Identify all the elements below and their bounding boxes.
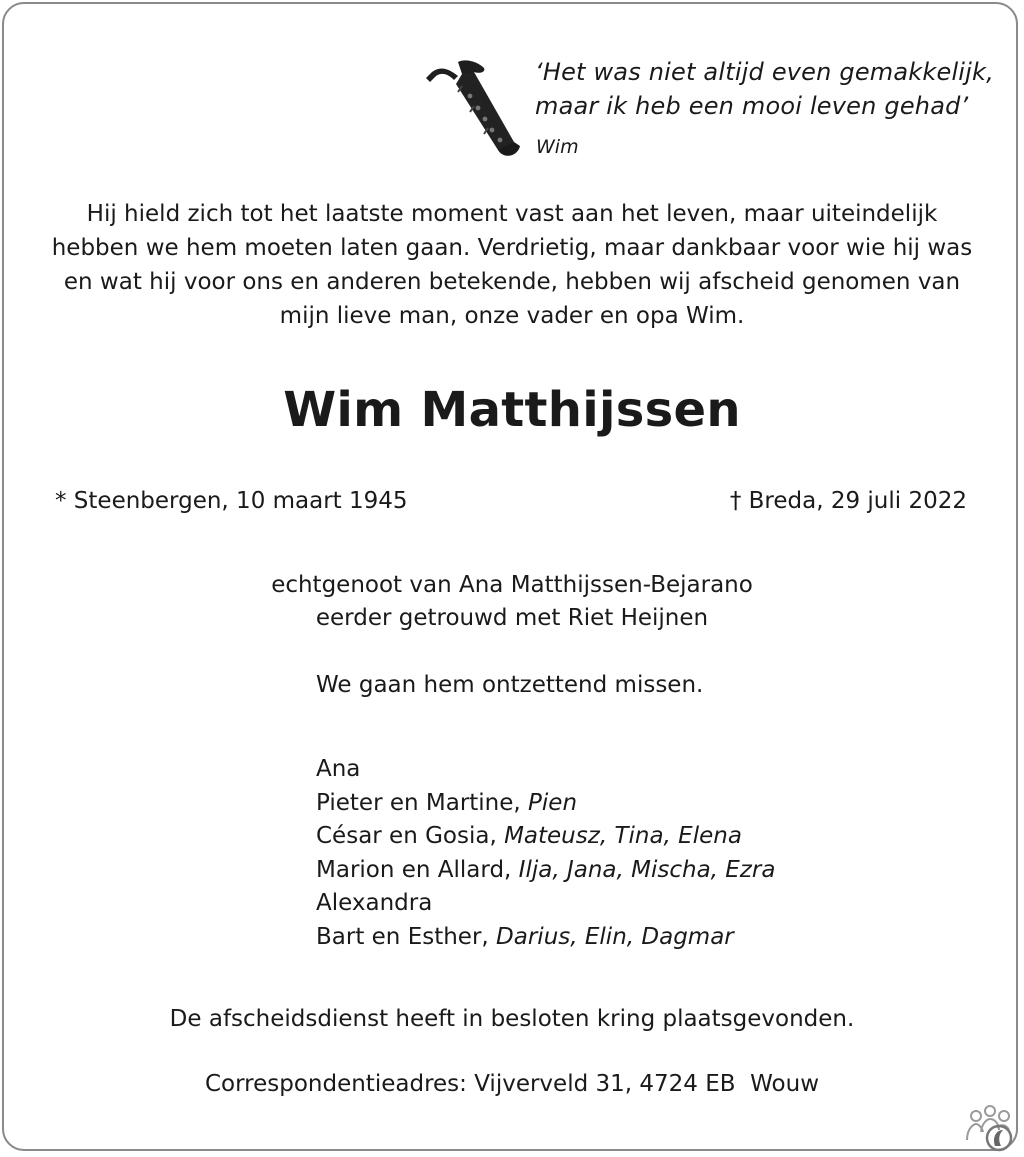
family-row	[316, 753, 775, 787]
intro-line: Hij hield zich tot het laatste moment vast aan het leven, maar uiteindelijk	[86, 201, 938, 227]
family-row	[316, 820, 775, 854]
quote	[535, 55, 994, 123]
quote-line-2: maar ik heb een mooi leven gehad’	[535, 92, 969, 120]
family-adults: Marion en Allard,	[316, 856, 519, 883]
family-row	[316, 854, 775, 888]
family-list	[316, 753, 775, 954]
birth-info: * Steenbergen, 10 maart 1945	[55, 488, 408, 514]
intro-line: mijn lieve man, onze vader en opa Wim.	[279, 303, 745, 329]
service-notice: De afscheidsdienst heeft in besloten kring plaatsgevonden.	[169, 1006, 855, 1032]
saxophone-icon	[418, 56, 526, 162]
family-children: Pien	[528, 789, 578, 816]
family-children: Darius, Elin, Dagmar	[496, 923, 734, 950]
deceased-name: Wim Matthijssen	[283, 382, 741, 438]
former-spouse-line: eerder getrouwd met Riet Heijnen	[315, 605, 709, 631]
intro-line: en wat hij voor ons en anderen betekende, hebben wij afscheid genomen van	[63, 269, 961, 295]
correspondence-address: Correspondentieadres: Vijverveld 31, 4724 EB Wouw	[204, 1071, 820, 1097]
family-adults: Alexandra	[316, 890, 433, 916]
family-row	[316, 787, 775, 821]
relations	[0, 569, 1024, 635]
family-children: Ilja, Jana, Mischa, Ezra	[518, 856, 776, 883]
intro-paragraph	[40, 197, 984, 333]
family-row	[316, 921, 775, 955]
quote-line-1: ‘Het was niet altijd even gemakkelijk,	[535, 58, 994, 86]
family-logo-icon	[962, 1100, 1018, 1152]
family-adults: Ana	[316, 756, 361, 782]
family-adults: Pieter en Martine,	[316, 789, 529, 816]
death-info: † Breda, 29 juli 2022	[729, 488, 967, 514]
intro-line: hebben we hem moeten laten gaan. Verdrietig, maar dankbaar voor wie hij was	[51, 235, 973, 261]
family-row	[316, 887, 775, 921]
family-children: Mateusz, Tina, Elena	[504, 823, 742, 849]
quote-signature: Wim	[536, 136, 579, 158]
spouse-line: echtgenoot van Ana Matthijssen-Bejarano	[271, 572, 753, 598]
family-adults: César en Gosia,	[316, 823, 505, 849]
message: We gaan hem ontzettend missen.	[316, 672, 704, 698]
family-adults: Bart en Esther,	[316, 923, 497, 950]
